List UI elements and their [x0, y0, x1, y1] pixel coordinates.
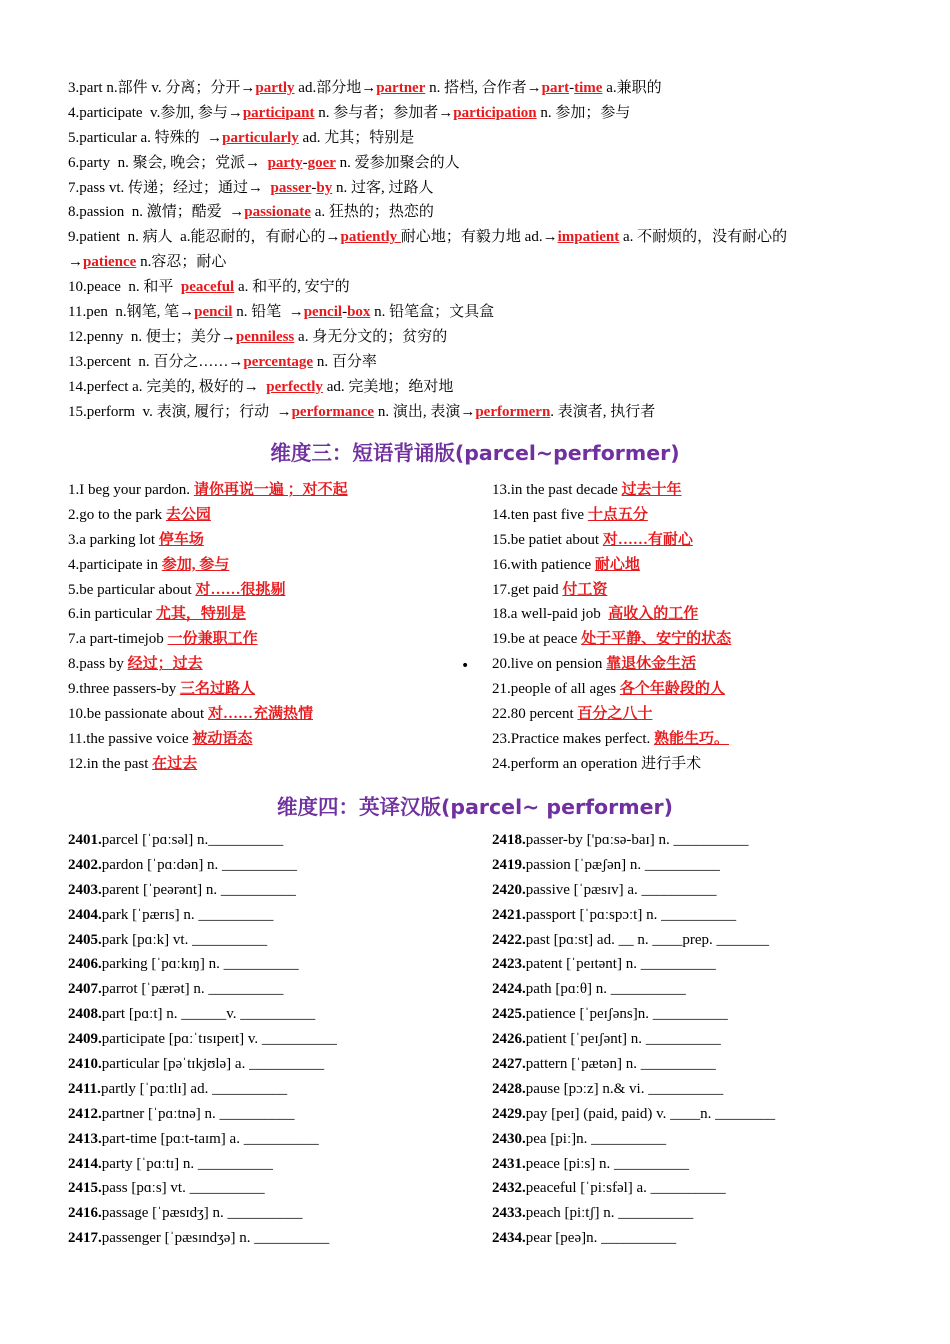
vocab-entry: pass [pɑːs] vt. __________ — [101, 1180, 265, 1197]
vocab-line — [68, 903, 478, 928]
phrase-meaning: 高收入的工作 — [608, 606, 699, 623]
vocab-entry: passenger [ˈpæsɪndʒə] n. __________ — [101, 1230, 330, 1247]
definition-text: n. 铅笔盒；文具盒 — [370, 304, 495, 321]
vocab-number: 2409. — [68, 1031, 102, 1048]
vocab-line — [492, 1077, 912, 1102]
vocab-number: 2404. — [68, 906, 102, 923]
phrase-line — [492, 602, 912, 627]
vocab-line — [492, 1002, 912, 1027]
phrase-english: 1.I beg your pardon. — [68, 482, 194, 498]
phrase-meaning: 经过；过去 — [127, 656, 203, 673]
vocab-number: 2411. — [68, 1080, 101, 1097]
definition-text: n. 参与者；参加者→ — [314, 104, 454, 121]
vocab-entry: pattern [ˈpætən] n. __________ — [525, 1056, 716, 1073]
word-family-line — [68, 275, 898, 300]
definition-text: 11.pen n.钢笔, 笔→ — [68, 304, 195, 321]
definition-text: a. 身无分文的；贫穷的 — [294, 328, 448, 345]
phrase-line — [68, 627, 478, 652]
definition-text: a. 不耐烦的，没有耐心的 — [619, 229, 788, 246]
derived-word: impatient — [557, 229, 620, 246]
vocab-number: 2430. — [492, 1130, 526, 1147]
phrase-line — [492, 627, 912, 652]
word-family-line — [68, 151, 898, 176]
phrase-meaning: 对……有耐心 — [602, 531, 693, 548]
phrase-line — [68, 503, 478, 528]
definition-text: a.兼职的 — [602, 80, 662, 96]
word-family-section — [68, 76, 898, 424]
phrase-english: 14.ten past five — [492, 506, 588, 523]
phrase-meaning: 请你再说一遍 ；对不起 — [193, 482, 348, 498]
phrase-meaning: 过去十年 — [621, 482, 682, 498]
phrase-line — [492, 578, 912, 603]
phrase-meaning: 被动语态 — [192, 730, 253, 747]
vocab-number: 2416. — [68, 1205, 102, 1222]
vocab-number: 2412. — [68, 1105, 102, 1122]
vocab-line — [492, 1176, 912, 1201]
derived-word: participant — [242, 104, 315, 121]
vocab-number: 2424. — [492, 981, 526, 998]
vocab-right-column — [492, 828, 912, 1251]
phrase-english: 13.in the past decade — [492, 482, 622, 498]
derived-word: particularly — [222, 129, 299, 146]
vocab-entry: part-time [pɑːt-taɪm] a. __________ — [101, 1130, 319, 1147]
vocab-entry: pause [pɔːz] n.& vi. __________ — [525, 1080, 724, 1097]
vocab-line — [68, 1226, 478, 1251]
definition-text: 7.pass vt. 传递；经过；通过→ — [68, 179, 271, 196]
vocab-entry: particular [pəˈtɪkjʊlə] a. __________ — [101, 1056, 325, 1073]
phrase-english: 7.a part-timejob — [68, 631, 168, 648]
definition-text: - — [311, 179, 317, 196]
definition-text: n. 铅笔 → — [232, 304, 304, 321]
definition-text: 3.part n.部件 v. 分离；分开→ — [68, 80, 256, 96]
word-family-line — [68, 176, 898, 201]
phrase-english: 2.go to the park — [68, 506, 166, 523]
vocab-number: 2406. — [68, 956, 102, 973]
word-family-line — [68, 350, 898, 375]
vocab-line — [68, 1201, 478, 1226]
phrase-english: 20.live on pension — [492, 656, 607, 673]
vocab-number: 2401. — [68, 832, 102, 848]
vocab-line — [492, 1027, 912, 1052]
definition-text: 12.penny n. 便士；美分→ — [68, 328, 236, 345]
derived-word: penniless — [235, 328, 295, 345]
definition-text: n.容忍；耐心 — [136, 254, 227, 271]
definition-text: . 表演者, 执行者 — [550, 403, 656, 420]
vocab-line — [68, 1077, 478, 1102]
word-family-line — [68, 76, 898, 101]
vocab-number: 2420. — [492, 881, 526, 898]
phrase-line — [68, 752, 478, 777]
definition-text: 9.patient n. 病人 a.能忍耐的，有耐心的→ — [68, 229, 341, 246]
vocab-line — [68, 1002, 478, 1027]
vocab-line — [68, 1052, 478, 1077]
derived-word: perfectly — [266, 378, 323, 395]
word-family-line — [68, 200, 898, 225]
derived-word: patiently — [340, 229, 401, 246]
vocab-line — [492, 903, 912, 928]
definition-text: n. 百分率 — [313, 353, 377, 370]
vocab-number: 2419. — [492, 856, 526, 873]
vocab-line — [68, 977, 478, 1002]
vocab-entry: pardon [ˈpɑːdən] n. __________ — [101, 856, 298, 873]
phrase-english: 21.people of all ages — [492, 681, 620, 698]
phrase-english: 16.with patience — [492, 556, 595, 573]
phrase-line — [492, 752, 912, 777]
derived-word: pencil — [194, 304, 233, 321]
phrase-english: 4.participate in — [68, 556, 162, 573]
phrase-meaning: 对……很挑剔 — [195, 581, 286, 598]
phrase-english: 11.the passive voice — [68, 730, 193, 747]
vocab-number: 2434. — [492, 1230, 526, 1247]
vocab-entry: passer-by ['pɑːsə-baɪ] n. __________ — [525, 832, 749, 848]
phrase-english: 6.in particular — [68, 606, 156, 623]
definition-text: - — [302, 154, 308, 171]
vocab-entry: party [ˈpɑːtɪ] n. __________ — [101, 1155, 273, 1172]
vocab-entry: peaceful [ˈpiːsfəl] a. __________ — [525, 1180, 726, 1197]
vocab-number: 2431. — [492, 1155, 526, 1172]
definition-text: a. 和平的, 安宁的 — [234, 279, 350, 296]
vocab-number: 2423. — [492, 956, 526, 973]
phrase-english: 8.pass by — [68, 656, 128, 673]
vocab-number: 2417. — [68, 1230, 102, 1247]
derived-word: performance — [291, 403, 375, 420]
section-heading-vocab: 维度四：英译汉版(parcel~ performer) — [277, 795, 673, 819]
vocab-line — [68, 952, 478, 977]
vocab-entry: past [pɑːst] ad. __ n. ____prep. _______ — [525, 931, 769, 948]
phrase-meaning: 十点五分 — [587, 506, 648, 523]
phrase-line — [492, 528, 912, 553]
vocab-number: 2425. — [492, 1006, 526, 1023]
word-family-line — [68, 400, 898, 425]
vocab-line — [492, 1226, 912, 1251]
phrase-english: 17.get paid — [492, 581, 563, 598]
definition-text: 15.perform v. 表演, 履行；行动 → — [68, 403, 292, 420]
vocab-entry: parcel [ˈpɑːsəl] n.__________ — [101, 832, 284, 848]
definition-text: n. 过客, 过路人 — [332, 179, 434, 196]
vocab-line — [68, 853, 478, 878]
phrases-left-column — [68, 478, 478, 777]
vocab-entry: passion [ˈpæʃən] n. __________ — [525, 856, 720, 873]
phrase-line — [68, 602, 478, 627]
phrase-english: 24.perform an operation 进行手术 — [492, 755, 702, 772]
phrase-line — [68, 702, 478, 727]
word-family-line — [68, 300, 898, 325]
vocab-line — [492, 828, 912, 853]
bullet-marker: • — [461, 658, 470, 674]
phrase-meaning: 熟能生巧。 — [654, 730, 730, 747]
phrase-line — [492, 652, 912, 677]
vocab-entry: path [pɑːθ] n. __________ — [525, 981, 686, 998]
vocab-line — [492, 1052, 912, 1077]
phrase-line — [68, 727, 478, 752]
vocab-entry: patent [ˈpeɪtənt] n. __________ — [525, 956, 716, 973]
derived-word: passionate — [244, 204, 311, 221]
phrase-english: 5.be particular about — [68, 581, 196, 598]
vocab-number: 2428. — [492, 1080, 526, 1097]
phrase-line — [492, 553, 912, 578]
definition-text: n. 爱参加聚会的人 — [335, 154, 460, 171]
vocab-entry: park [ˈpærɪs] n. __________ — [101, 906, 274, 923]
definition-text: 耐心地；有毅力地 ad.→ — [400, 229, 558, 246]
vocab-number: 2410. — [68, 1056, 102, 1073]
definition-text: 6.party n. 聚会, 晚会；党派→ — [68, 154, 268, 171]
word-family-line — [68, 375, 898, 400]
word-family-line — [68, 225, 898, 250]
phrase-meaning: 付工资 — [562, 581, 608, 598]
vocab-entry: participate [pɑːˈtɪsɪpeɪt] v. __________ — [101, 1031, 337, 1048]
vocab-number: 2415. — [68, 1180, 102, 1197]
definition-text: 13.percent n. 百分之……→ — [68, 353, 244, 370]
word-family-line — [68, 250, 898, 275]
word-family-line — [68, 101, 898, 126]
vocab-line — [492, 928, 912, 953]
vocab-line — [68, 878, 478, 903]
vocab-line — [68, 1102, 478, 1127]
vocab-left-column — [68, 828, 478, 1251]
phrase-meaning: 三名过路人 — [180, 681, 256, 698]
phrase-english: 3.a parking lot — [68, 531, 159, 548]
derived-word: percentage — [243, 353, 314, 370]
vocab-line — [492, 853, 912, 878]
phrase-line — [68, 553, 478, 578]
phrase-english: 18.a well-paid job — [492, 606, 609, 623]
definition-text: 8.passion n. 激情；酷爱 → — [68, 204, 245, 221]
phrase-line — [492, 702, 912, 727]
phrase-meaning: 尤其，特别是 — [155, 606, 246, 623]
phrase-meaning: 对……充满热情 — [207, 706, 313, 723]
vocab-number: 2407. — [68, 981, 102, 998]
vocab-number: 2432. — [492, 1180, 526, 1197]
vocab-entry: part [pɑːt] n. ______v. __________ — [101, 1006, 316, 1023]
phrase-meaning: 停车场 — [158, 531, 204, 548]
vocab-entry: passage [ˈpæsɪdʒ] n. __________ — [101, 1205, 303, 1222]
phrase-line — [68, 677, 478, 702]
phrase-meaning: 在过去 — [152, 755, 198, 772]
vocab-line — [68, 828, 478, 853]
definition-text: 14.perfect a. 完美的, 极好的→ — [68, 378, 267, 395]
vocab-number: 2421. — [492, 906, 526, 923]
definition-text: - — [342, 304, 348, 321]
definition-text: 5.particular a. 特殊的 → — [68, 129, 223, 146]
phrases-right-column — [492, 478, 912, 777]
definition-text: 4.participate v.参加, 参与→ — [68, 104, 243, 121]
vocab-entry: pea [piː]n. __________ — [525, 1130, 667, 1147]
vocab-entry: patience [ˈpeɪʃəns]n. __________ — [525, 1006, 728, 1023]
word-family-line — [68, 325, 898, 350]
vocab-entry: passive [ˈpæsɪv] a. __________ — [525, 881, 717, 898]
phrase-meaning: 百分之八十 — [577, 706, 653, 723]
derived-word: by — [316, 179, 333, 196]
vocab-entry: partly [ˈpɑːtlɪ] ad. __________ — [100, 1080, 288, 1097]
vocab-entry: pay [peɪ] (paid, paid) v. ____n. ________ — [525, 1105, 776, 1122]
derived-word: performern — [475, 403, 551, 420]
vocab-entry: partner [ˈpɑːtnə] n. __________ — [101, 1105, 295, 1122]
vocab-line — [68, 1176, 478, 1201]
phrase-english: 9.three passers-by — [68, 681, 181, 698]
vocab-number: 2414. — [68, 1155, 102, 1172]
vocab-line — [68, 1127, 478, 1152]
vocab-line — [492, 977, 912, 1002]
vocab-entry: parent [ˈpeərənt] n. __________ — [101, 881, 296, 898]
vocab-number: 2402. — [68, 856, 102, 873]
phrase-english: 10.be passionate about — [68, 706, 208, 723]
vocab-entry: pear [peə]n. __________ — [525, 1230, 677, 1247]
vocab-line — [492, 878, 912, 903]
vocab-number: 2426. — [492, 1031, 526, 1048]
section-heading-phrases: 维度三：短语背诵版(parcel~performer) — [270, 441, 680, 465]
phrase-line — [492, 677, 912, 702]
vocab-line — [68, 928, 478, 953]
phrase-meaning: 一份兼职工作 — [167, 631, 258, 648]
phrase-english: 23.Practice makes perfect. — [492, 730, 655, 747]
definition-text: 10.peace n. 和平 — [68, 279, 181, 296]
vocab-number: 2405. — [68, 931, 102, 948]
phrase-meaning: 参加, 参与 — [161, 556, 230, 573]
derived-word: goer — [307, 154, 336, 171]
definition-text: - — [569, 80, 575, 96]
derived-word: box — [347, 304, 371, 321]
vocab-line — [68, 1027, 478, 1052]
definition-text: → — [68, 254, 83, 271]
vocab-line — [68, 1152, 478, 1177]
phrase-line — [68, 652, 478, 677]
vocab-number: 2403. — [68, 881, 102, 898]
vocab-number: 2422. — [492, 931, 526, 948]
derived-word: participation — [453, 104, 537, 121]
vocab-entry: park [pɑːk] vt. __________ — [101, 931, 268, 948]
phrase-meaning: 耐心地 — [594, 556, 640, 573]
definition-text: n. 参加；参与 — [536, 104, 631, 121]
vocab-line — [492, 1152, 912, 1177]
derived-word: partly — [255, 80, 295, 96]
definition-text: n. 搭档, 合作者→ — [425, 80, 542, 96]
vocab-entry: peace [piːs] n. __________ — [525, 1155, 690, 1172]
definition-text: ad. 尤其；特别是 — [298, 129, 415, 146]
derived-word: pencil — [303, 304, 343, 321]
vocab-line — [492, 1201, 912, 1226]
phrase-meaning: 处于平静、安宁的状态 — [581, 631, 732, 648]
phrase-meaning: 去公园 — [165, 506, 211, 523]
vocab-entry: parrot [ˈpærət] n. __________ — [101, 981, 284, 998]
definition-text: n. 演出, 表演→ — [374, 403, 476, 420]
definition-text: ad. 完美地；绝对地 — [322, 378, 454, 395]
vocab-line — [492, 1102, 912, 1127]
definition-text: ad.部分地→ — [294, 80, 377, 96]
derived-word: partner — [376, 80, 426, 96]
word-family-line — [68, 126, 898, 151]
derived-word: part — [541, 80, 570, 96]
derived-word: party — [267, 154, 303, 171]
vocab-number: 2408. — [68, 1006, 102, 1023]
phrase-english: 19.be at peace — [492, 631, 582, 648]
vocab-number: 2427. — [492, 1056, 526, 1073]
vocab-line — [492, 952, 912, 977]
derived-word: patience — [83, 254, 137, 271]
derived-word: time — [574, 80, 603, 96]
phrase-line — [68, 528, 478, 553]
phrase-english: 15.be patiet about — [492, 531, 603, 548]
vocab-number: 2433. — [492, 1205, 526, 1222]
vocab-number: 2413. — [68, 1130, 102, 1147]
vocab-line — [492, 1127, 912, 1152]
phrase-line — [68, 478, 478, 503]
phrase-line — [492, 478, 912, 503]
derived-word: peaceful — [180, 279, 235, 296]
definition-text: a. 狂热的；热恋的 — [310, 204, 434, 221]
phrase-meaning: 各个年龄段的人 — [619, 681, 725, 698]
phrase-line — [68, 578, 478, 603]
vocab-entry: peach [piːtʃ] n. __________ — [525, 1205, 694, 1222]
vocab-number: 2429. — [492, 1105, 526, 1122]
phrase-line — [492, 727, 912, 752]
phrase-english: 22.80 percent — [492, 706, 578, 723]
derived-word: passer — [270, 179, 312, 196]
phrase-meaning: 靠退休金生活 — [606, 656, 697, 673]
vocab-entry: patient [ˈpeɪʃənt] n. __________ — [525, 1031, 721, 1048]
phrase-english: 12.in the past — [68, 755, 153, 772]
vocab-entry: parking [ˈpɑːkɪŋ] n. __________ — [101, 956, 299, 973]
phrase-line — [492, 503, 912, 528]
vocab-number: 2418. — [492, 832, 526, 848]
vocab-entry: passport [ˈpɑːspɔːt] n. __________ — [525, 906, 737, 923]
